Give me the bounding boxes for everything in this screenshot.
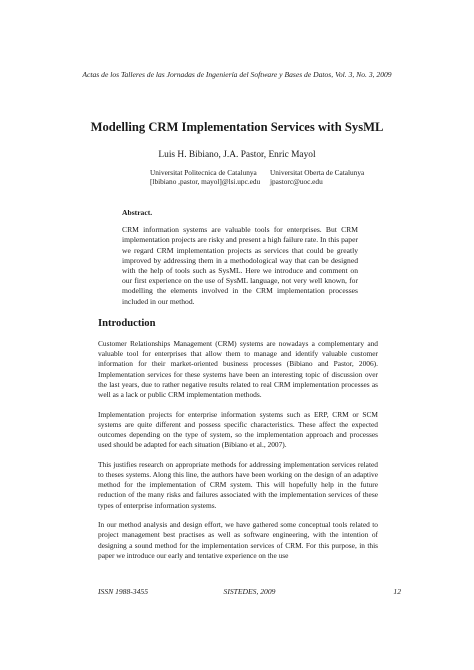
body-paragraph: Implementation projects for enterprise information systems such as ERP, CRM or SCM systems are quite different and possess specific characteristics. These affect the expected outcomes depending on the type of system, so the implementation approach and processes used should be adapted for each situation (Bibiano et al., 2007). [98, 409, 378, 450]
affiliation-right [270, 168, 364, 187]
running-header: Actas de los Talleres de las Jornadas de Ingeniería del Software y Bases de Datos, Vol. 3, No. 3, 2009 [82, 70, 392, 79]
body-paragraph: Customer Relationships Management (CRM) systems are nowadays a complementary and valuable tool for enterprises that allow them to manage and identify valuable customer information for their market-oriented business processes (Bibiano and Pastor, 2006). Implementation services for these systems have been an interesting topic of discussion over the last years, due to rather negative results related to real CRM implementation processes as well as a lack or public CRM implementation methods. [98, 339, 378, 400]
section-heading: Introduction [98, 318, 156, 329]
footer-publisher: SISTEDES, 2009 [223, 587, 276, 596]
affiliation-institution: Universitat Oberta de Catalunya [270, 168, 365, 177]
footer-issn: ISSN 1988-3455 [98, 587, 148, 596]
page-number: 12 [393, 587, 401, 596]
affiliation-institution: Universitat Politecnica de Catalunya [150, 168, 257, 177]
body-paragraph: This justifies research on appropriate methods for addressing implementation services related to theses systems. Along this line, the authors have been working on the design of an adaptive method for the implementation of CRM system. This will hopefully help in the future reduction of the many risks and failures associated with the implementation services of these types of enterprise information systems. [98, 459, 378, 510]
affiliation-email: jpastorc@uoc.edu [270, 177, 323, 187]
author-list: Luis H. Bibiano, J.A. Pastor, Enric Mayol [158, 150, 316, 160]
paper-title: Modelling CRM Implementation Services with SysML [90, 120, 384, 134]
abstract-label: Abstract. [122, 208, 153, 217]
abstract-text: CRM information systems are valuable tools for enterprises. But CRM implementation projects are risky and present a high failure rate. In this paper we regard CRM implementation projects as services that could be greatly improved by addressing them in a methodological way that can be designed with the help of tools such as SysML. Here we introduce and comment on our first experience on the use of SysML language, not very well known, for modelling the elements involved in the CRM implementation processes included in our method. [122, 225, 358, 306]
section-body [98, 339, 378, 570]
body-paragraph: In our method analysis and design effort, we have gathered some conceptual tools related to project management best practises as well as software engineering, with the intention of designing a sound method for the implementation services of CRM. For this purpose, in this paper we introduce our early and tentative experience on the use [98, 520, 378, 560]
affiliation-email: [lbibiano ,pastor, mayol]@lsi.upc.edu [150, 177, 261, 187]
abstract-block [122, 208, 358, 307]
affiliation-left [150, 168, 260, 187]
